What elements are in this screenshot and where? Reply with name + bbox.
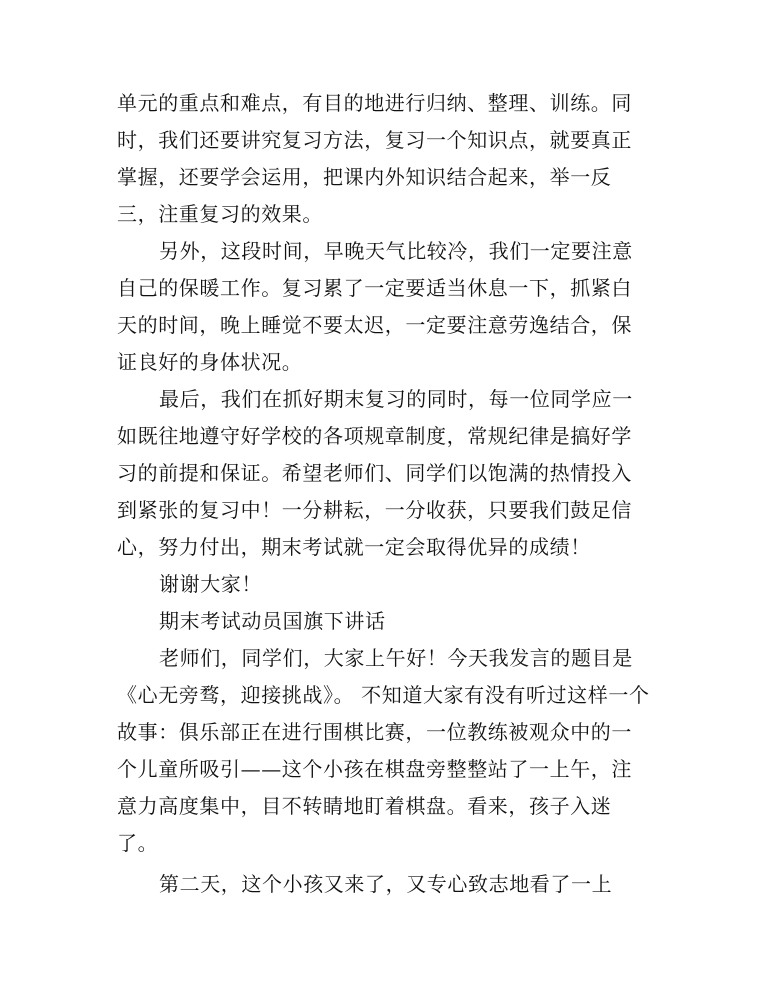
closing-line: 谢谢大家！: [159, 572, 262, 596]
text-line: 到紧张的复习中！一分耕耘，一分收获，只要我们鼓足信: [117, 498, 632, 522]
text-line: 时，我们还要讲究复习方法，复习一个知识点，就要真正: [117, 128, 632, 152]
paragraph-first-line: 老师们，同学们，大家上午好！今天我发言的题目是: [159, 646, 633, 670]
text-line: 习的前提和保证。希望老师们、同学们以饱满的热情投入: [117, 461, 632, 485]
text-line: 三，注重复习的效果。: [117, 202, 323, 226]
text-line: 自己的保暖工作。复习累了一定要适当休息一下，抓紧白: [117, 276, 632, 300]
text-line: 天的时间，晚上睡觉不要太迟，一定要注意劳逸结合，保: [117, 313, 632, 337]
text-line: 《心无旁骛，迎接挑战》。 不知道大家有没有听过这样一个: [117, 683, 650, 707]
text-line: 意力高度集中，目不转睛地盯着棋盘。看来，孩子入迷: [117, 794, 612, 818]
paragraph-first-line: 另外，这段时间，早晚天气比较冷，我们一定要注意: [159, 239, 633, 263]
text-line: 了。: [117, 831, 159, 855]
text-line: 个儿童所吸引——这个小孩在棋盘旁整整站了一上午，注: [117, 757, 632, 781]
text-line: 单元的重点和难点，有目的地进行归纳、整理、训练。同: [117, 91, 632, 115]
text-line: 掌握，还要学会运用，把课内外知识结合起来，举一反: [117, 165, 612, 189]
paragraph-first-line: 第二天，这个小孩又来了，又专心致志地看了一上: [159, 872, 613, 896]
text-line: 证良好的身体状况。: [117, 350, 303, 374]
section-title: 期末考试动员国旗下讲话: [159, 609, 386, 633]
paragraph-first-line: 最后，我们在抓好期末复习的同时，每一位同学应一: [159, 387, 633, 411]
text-line: 故事：俱乐部正在进行围棋比赛，一位教练被观众中的一: [117, 720, 632, 744]
text-line: 如既往地遵守好学校的各项规章制度，常规纪律是搞好学: [117, 424, 632, 448]
text-line: 心，努力付出，期末考试就一定会取得优异的成绩！: [117, 535, 591, 559]
